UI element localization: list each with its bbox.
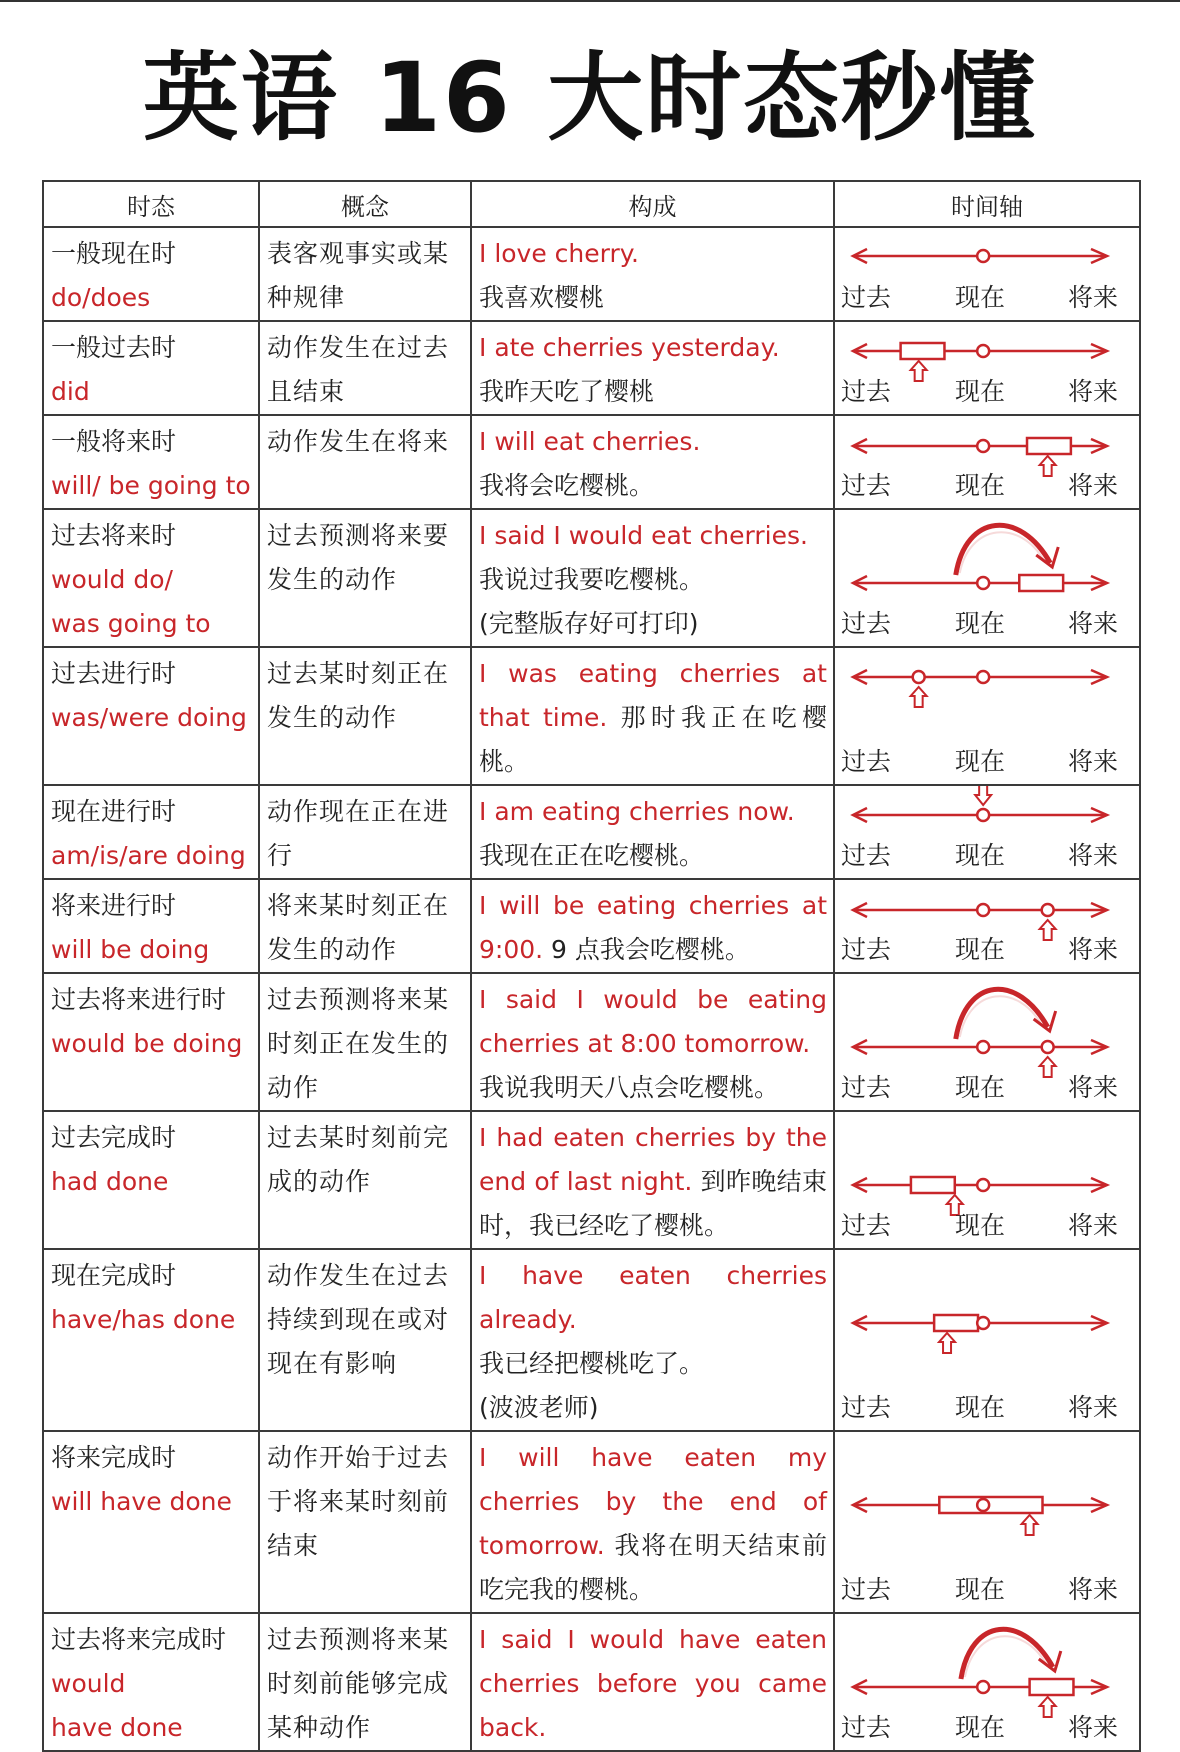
- concept-text: 过去预测将来某时刻正在发生的动作: [267, 985, 450, 1102]
- structure-cell: [471, 227, 834, 321]
- timeline-cell: [834, 973, 1140, 1111]
- tense-form: was going to: [51, 609, 211, 638]
- timeline-point: [977, 250, 989, 262]
- tense-cell: [43, 647, 259, 785]
- table-row: [43, 415, 1140, 509]
- tense-form: would: [51, 1669, 126, 1698]
- tense-name: 一般过去时: [51, 333, 177, 362]
- concept-cell: [259, 1111, 471, 1249]
- timeline-label-past: 过去: [841, 609, 892, 638]
- tense-form: do/does: [51, 283, 151, 312]
- timeline-point: [1042, 1041, 1054, 1053]
- table-row: [43, 647, 1140, 785]
- timeline-point: [977, 440, 989, 452]
- example-en: I ate cherries yesterday.: [479, 333, 780, 362]
- page-title: 英语 16 大时态秒懂: [142, 42, 1038, 154]
- timeline-cell: [834, 227, 1140, 321]
- structure-cell: [471, 321, 834, 415]
- timeline-label-now: 现在: [955, 841, 1006, 870]
- table-row: [43, 879, 1140, 973]
- tense-name: 一般将来时: [51, 427, 177, 456]
- tense-form: have/has done: [51, 1305, 236, 1334]
- timeline-up-arrow: [911, 361, 927, 381]
- example-zh: 我喜欢樱桃: [479, 283, 605, 312]
- timeline-cell: [834, 509, 1140, 647]
- tense-cell: [43, 973, 259, 1111]
- timeline-label-past: 过去: [841, 1713, 892, 1742]
- header-tense: 时态: [43, 181, 259, 227]
- timeline-diagram: [835, 648, 1137, 735]
- timeline-period-box: [1019, 575, 1063, 591]
- tense-form: have done: [51, 1713, 183, 1742]
- tense-form: will have done: [51, 1487, 232, 1516]
- timeline-period-box: [934, 1315, 978, 1331]
- concept-text: 过去预测将来某时刻前能够完成某种动作: [267, 1625, 450, 1742]
- tense-cell: [43, 227, 259, 321]
- concept-text: 过去预测将来要发生的动作: [267, 521, 450, 594]
- concept-text: 将来某时刻正在发生的动作: [267, 891, 450, 964]
- example-note: (完整版存好可打印): [479, 609, 699, 638]
- concept-text: 动作开始于过去于将来某时刻前结束: [267, 1443, 450, 1560]
- example-en: I said I would be eating cherries at 8:00 tomorrow.: [479, 985, 827, 1058]
- example-en: I will have eaten my cherries by the end of tomorrow.: [479, 1443, 827, 1560]
- example-en: I will eat cherries.: [479, 427, 701, 456]
- tense-name: 现在进行时: [51, 797, 177, 826]
- timeline-label-now: 现在: [955, 1575, 1006, 1604]
- timeline-up-arrow: [1040, 920, 1056, 940]
- table-row: [43, 1249, 1140, 1431]
- timeline-period-box: [901, 343, 945, 359]
- concept-cell: [259, 509, 471, 647]
- tense-name: 过去将来进行时: [51, 985, 227, 1014]
- example-zh: 我说我明天八点会吃樱桃。: [479, 1073, 780, 1102]
- timeline-cell: [834, 647, 1140, 785]
- example-zh: 我现在正在吃樱桃。: [479, 841, 705, 870]
- example-zh: 我已经把樱桃吃了。: [479, 1349, 705, 1378]
- tense-cell: [43, 1111, 259, 1249]
- top-border-line: [0, 0, 1180, 2]
- timeline-point: [977, 809, 989, 821]
- example-en: I will be eating cherries at 9:00.: [479, 891, 827, 964]
- concept-text: 动作发生在将来: [267, 427, 450, 456]
- example-zh: 我将在明天结束前吃完我的樱桃。: [479, 1531, 827, 1604]
- header-row: [43, 181, 1140, 227]
- concept-cell: [259, 973, 471, 1111]
- example-zh: 我昨天吃了樱桃: [479, 377, 655, 406]
- timeline-point: [977, 1681, 989, 1693]
- table-row: [43, 1111, 1140, 1249]
- tense-form: did: [51, 377, 90, 406]
- tense-table: [42, 180, 1141, 1752]
- header-timeline: 时间轴: [834, 181, 1140, 227]
- timeline-down-arrow: [975, 786, 991, 805]
- timeline-label-future: 将来: [1068, 1211, 1119, 1240]
- tense-name: 过去将来时: [51, 521, 177, 550]
- structure-cell: [471, 415, 834, 509]
- timeline-period-box: [1027, 438, 1071, 454]
- timeline-label-future: 将来: [1068, 609, 1119, 638]
- table-row: [43, 509, 1140, 647]
- timeline-up-arrow: [1040, 456, 1056, 476]
- timeline-up-arrow: [1040, 1057, 1056, 1077]
- timeline-label-now: 现在: [955, 1211, 1006, 1240]
- table-row: [43, 321, 1140, 415]
- tense-form: had done: [51, 1167, 169, 1196]
- example-zh: 到昨晚结束时，我已经吃了樱桃。: [479, 1167, 827, 1240]
- concept-text: 动作发生在过去且结束: [267, 333, 450, 406]
- timeline-label-past: 过去: [841, 935, 892, 964]
- timeline-point: [977, 1499, 989, 1511]
- example-en: I was eating cherries at that time.: [479, 659, 827, 732]
- timeline-cell: [834, 1111, 1140, 1249]
- tense-name: 将来进行时: [51, 891, 177, 920]
- timeline-period-box: [939, 1497, 1042, 1513]
- concept-cell: [259, 879, 471, 973]
- structure-cell: [471, 1249, 834, 1431]
- timeline-cell: [834, 1431, 1140, 1613]
- tense-form: am/is/are doing: [51, 841, 246, 870]
- timeline-label-future: 将来: [1068, 1393, 1119, 1422]
- timeline-up-arrow: [911, 687, 927, 707]
- timeline-point: [977, 904, 989, 916]
- tense-form: would be doing: [51, 1029, 243, 1058]
- structure-cell: [471, 973, 834, 1111]
- timeline-label-now: 现在: [955, 609, 1006, 638]
- timeline-label-past: 过去: [841, 841, 892, 870]
- timeline-label-future: 将来: [1068, 1713, 1119, 1742]
- tense-cell: [43, 1613, 259, 1751]
- timeline-point: [977, 1041, 989, 1053]
- concept-cell: [259, 415, 471, 509]
- header-structure: 构成: [471, 181, 834, 227]
- timeline-label-past: 过去: [841, 1073, 892, 1102]
- structure-cell: [471, 1111, 834, 1249]
- structure-cell: [471, 1431, 834, 1613]
- tense-form: will/ be going to: [51, 471, 251, 500]
- concept-text: 动作发生在过去持续到现在或对现在有影响: [267, 1261, 450, 1378]
- structure-cell: [471, 1613, 834, 1751]
- example-note: (波波老师): [479, 1393, 599, 1422]
- timeline-label-now: 现在: [955, 935, 1006, 964]
- timeline-label-future: 将来: [1068, 747, 1119, 776]
- example-zh: 我说过我要吃樱桃。: [479, 565, 705, 594]
- concept-text: 过去某时刻正在发生的动作: [267, 659, 450, 732]
- header-concept: 概念: [259, 181, 471, 227]
- structure-cell: [471, 879, 834, 973]
- concept-cell: [259, 647, 471, 785]
- timeline-diagram: [835, 1250, 1137, 1381]
- timeline-up-arrow: [1040, 1697, 1056, 1717]
- timeline-label-now: 现在: [955, 1713, 1006, 1742]
- timeline-label-past: 过去: [841, 747, 892, 776]
- timeline-label-past: 过去: [841, 471, 892, 500]
- tense-cell: [43, 509, 259, 647]
- example-en: I said I would have eaten cherries before you came back.: [479, 1625, 827, 1742]
- concept-text: 动作现在正在进行: [267, 797, 450, 870]
- tense-cell: [43, 1431, 259, 1613]
- tense-name: 现在完成时: [51, 1261, 177, 1290]
- timeline-up-arrow: [939, 1333, 955, 1353]
- timeline-period-box: [911, 1177, 955, 1193]
- concept-cell: [259, 227, 471, 321]
- table-row: [43, 1613, 1140, 1751]
- example-en: I said I would eat cherries.: [479, 521, 808, 550]
- timeline-point: [913, 671, 925, 683]
- table-row: [43, 973, 1140, 1111]
- timeline-label-future: 将来: [1068, 283, 1119, 312]
- timeline-cell: [834, 1249, 1140, 1431]
- timeline-point: [977, 577, 989, 589]
- tense-cell: [43, 321, 259, 415]
- timeline-up-arrow: [1022, 1515, 1038, 1535]
- tense-cell: [43, 879, 259, 973]
- example-zh: 那时我正在吃樱桃。: [479, 703, 827, 776]
- concept-cell: [259, 1249, 471, 1431]
- tense-name: 一般现在时: [51, 239, 177, 268]
- concept-cell: [259, 1431, 471, 1613]
- example-zh: 我将会吃樱桃。: [479, 471, 655, 500]
- timeline-label-past: 过去: [841, 377, 892, 406]
- table-row: [43, 227, 1140, 321]
- timeline-cell: [834, 1613, 1140, 1751]
- timeline-cell: [834, 879, 1140, 973]
- tense-form: will be doing: [51, 935, 210, 964]
- timeline-label-future: 将来: [1068, 1575, 1119, 1604]
- timeline-label-now: 现在: [955, 471, 1006, 500]
- example-en: I am eating cherries now.: [479, 797, 795, 826]
- timeline-label-now: 现在: [955, 1393, 1006, 1422]
- timeline-label-future: 将来: [1068, 935, 1119, 964]
- timeline-label-past: 过去: [841, 1575, 892, 1604]
- timeline-label-past: 过去: [841, 1211, 892, 1240]
- tense-name: 将来完成时: [51, 1443, 177, 1472]
- concept-cell: [259, 1613, 471, 1751]
- concept-cell: [259, 321, 471, 415]
- timeline-point: [977, 1179, 989, 1191]
- tense-form: would do/: [51, 565, 173, 594]
- tense-cell: [43, 415, 259, 509]
- tense-name: 过去完成时: [51, 1123, 177, 1152]
- concept-cell: [259, 785, 471, 879]
- timeline-label-future: 将来: [1068, 377, 1119, 406]
- timeline-label-now: 现在: [955, 283, 1006, 312]
- timeline-label-past: 过去: [841, 283, 892, 312]
- timeline-label-now: 现在: [955, 747, 1006, 776]
- timeline-cell: [834, 415, 1140, 509]
- timeline-label-now: 现在: [955, 1073, 1006, 1102]
- timeline-label-future: 将来: [1068, 1073, 1119, 1102]
- concept-text: 表客观事实或某种规律: [267, 239, 450, 312]
- timeline-cell: [834, 785, 1140, 879]
- timeline-point: [977, 345, 989, 357]
- timeline-label-future: 将来: [1068, 841, 1119, 870]
- tense-name: 过去进行时: [51, 659, 177, 688]
- timeline-label-now: 现在: [955, 377, 1006, 406]
- example-en: I have eaten cherries already.: [479, 1261, 827, 1334]
- structure-cell: [471, 647, 834, 785]
- tense-cell: [43, 1249, 259, 1431]
- timeline-point: [977, 1317, 989, 1329]
- timeline-point: [977, 671, 989, 683]
- timeline-diagram: [835, 1432, 1137, 1563]
- table-row: [43, 785, 1140, 879]
- timeline-label-past: 过去: [841, 1393, 892, 1422]
- structure-cell: [471, 785, 834, 879]
- table-row: [43, 1431, 1140, 1613]
- tense-cell: [43, 785, 259, 879]
- timeline-point: [1042, 904, 1054, 916]
- structure-cell: [471, 509, 834, 647]
- tense-form: was/were doing: [51, 703, 247, 732]
- example-en: I love cherry.: [479, 239, 639, 268]
- example-en: I had eaten cherries by the end of last night.: [479, 1123, 827, 1196]
- example-zh: 9 点我会吃樱桃。: [551, 935, 750, 964]
- timeline-label-future: 将来: [1068, 471, 1119, 500]
- tense-name: 过去将来完成时: [51, 1625, 227, 1654]
- timeline-cell: [834, 321, 1140, 415]
- concept-text: 过去某时刻前完成的动作: [267, 1123, 450, 1196]
- timeline-period-box: [1030, 1679, 1074, 1695]
